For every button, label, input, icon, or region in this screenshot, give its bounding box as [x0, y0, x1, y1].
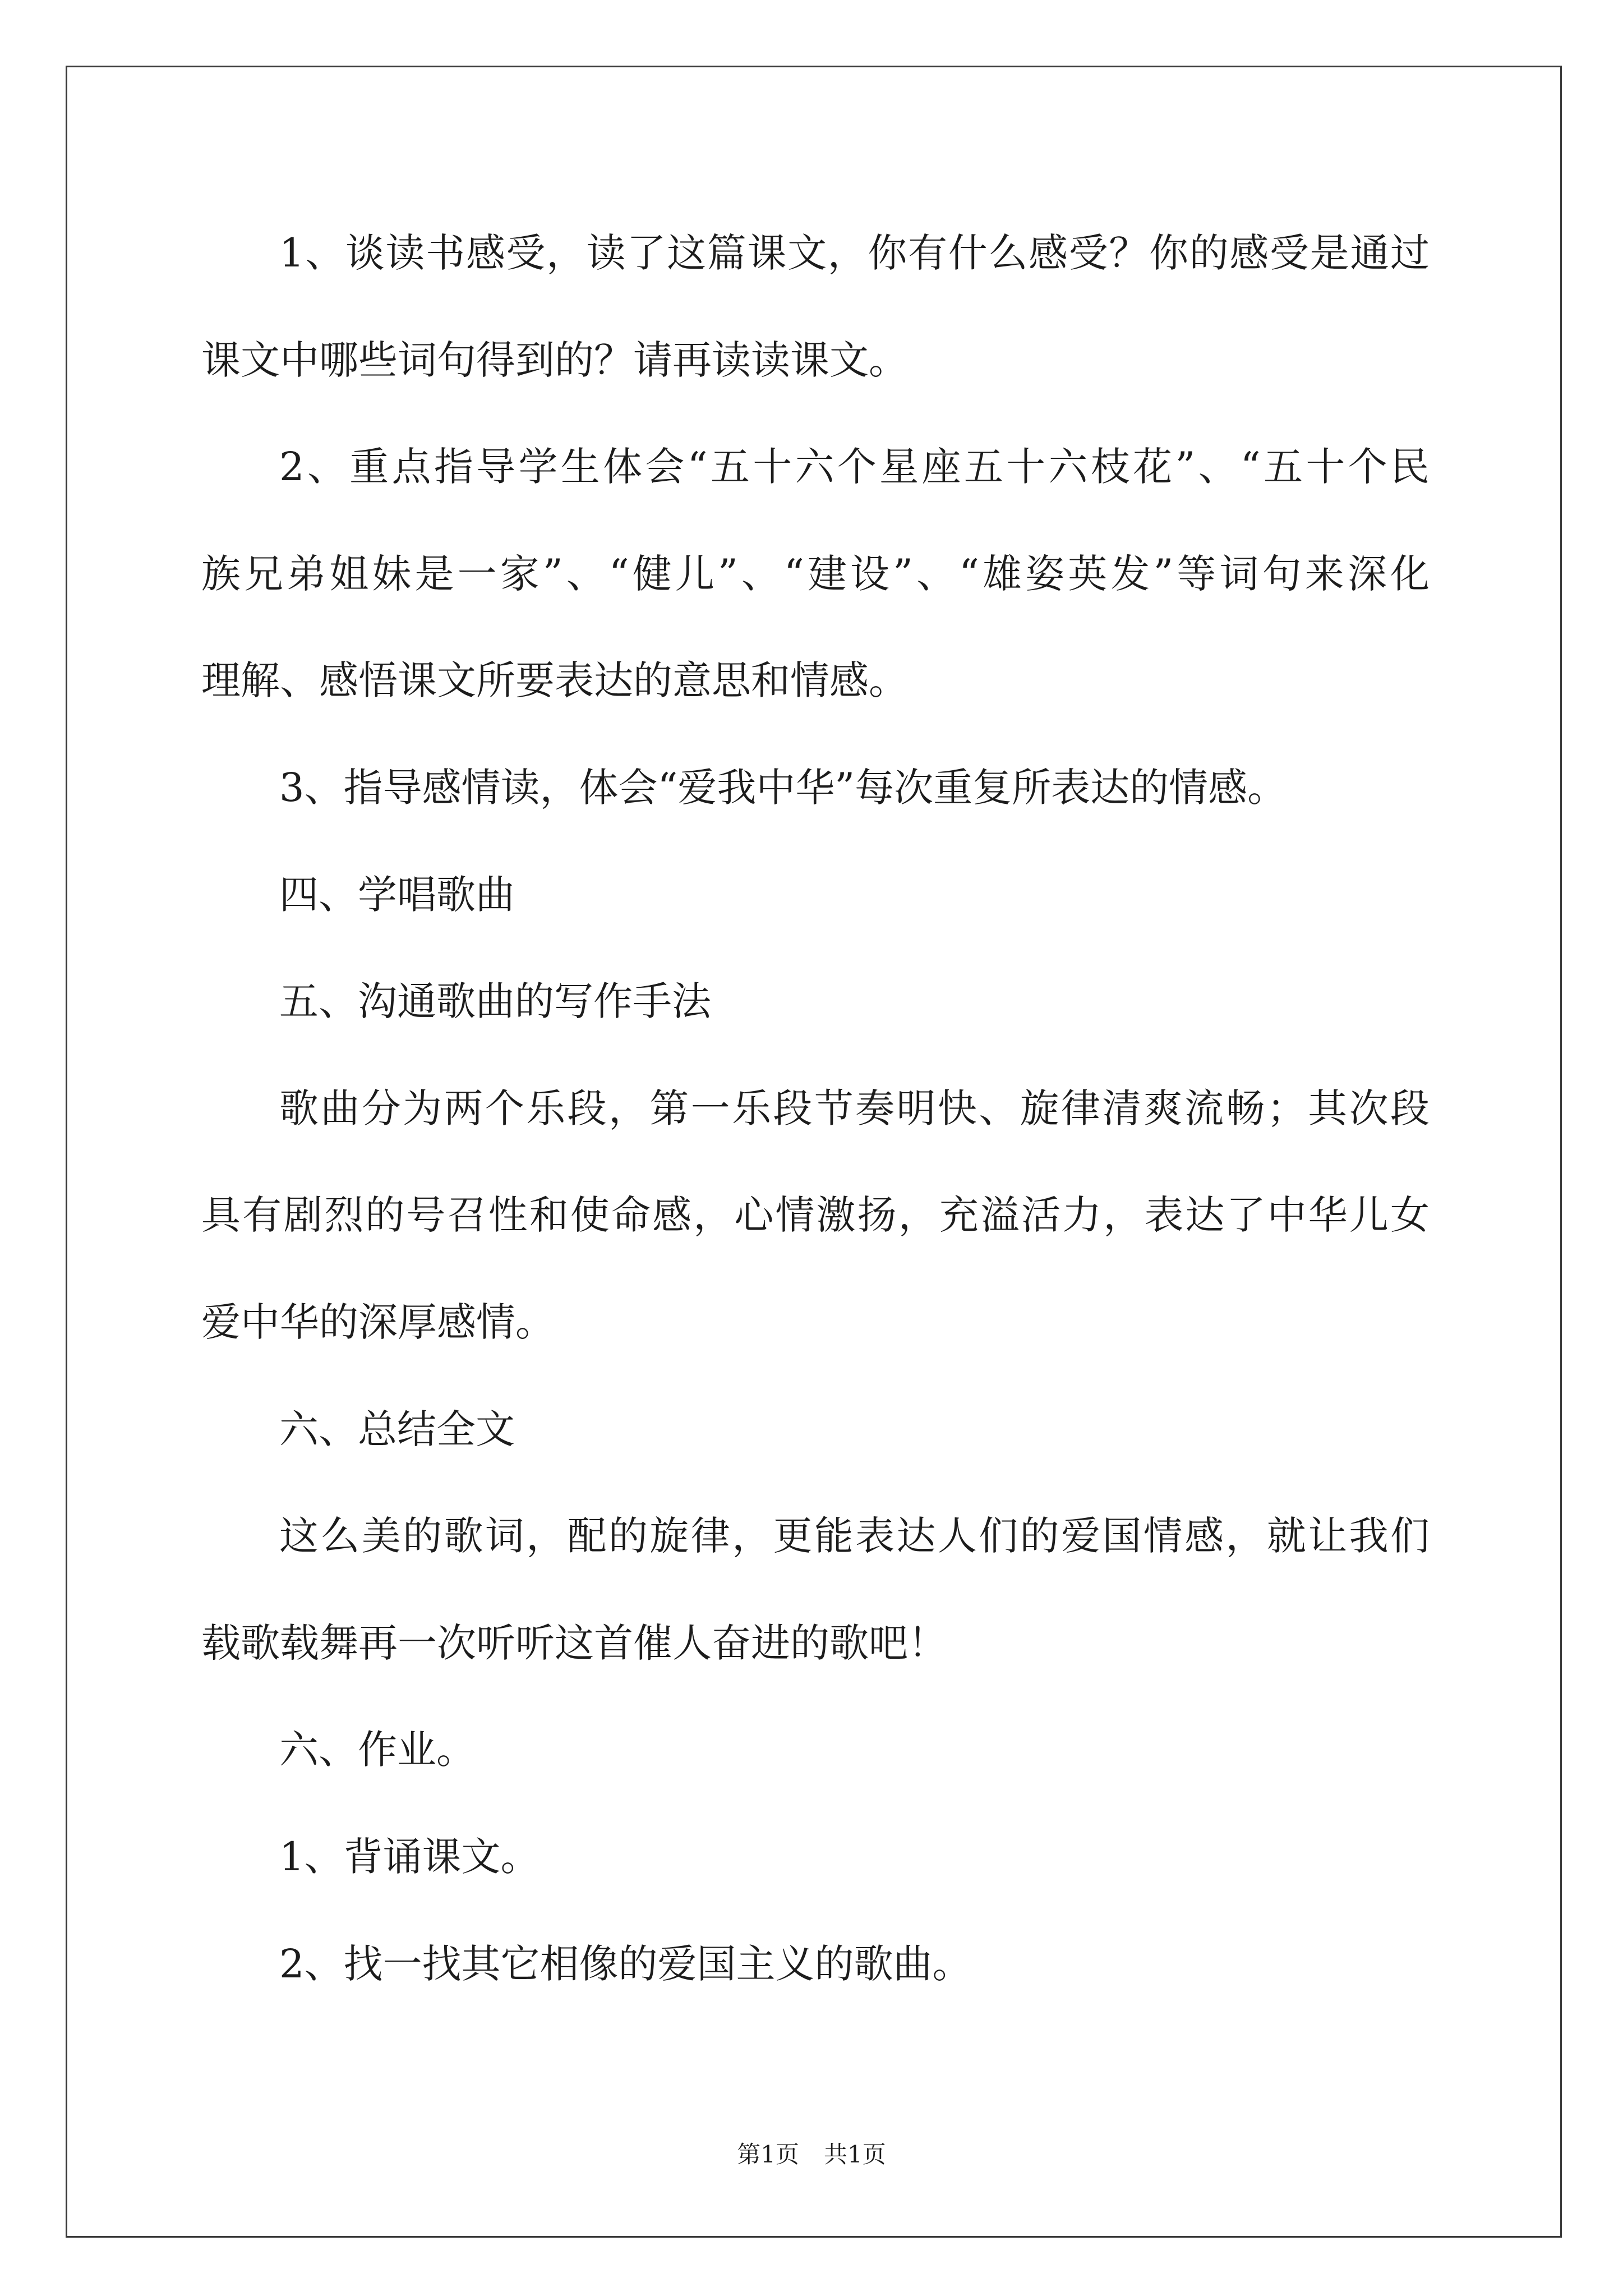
paragraph-line: 2、重点指导学生体会“五十六个星座五十六枝花”、“五十个民 [279, 444, 1430, 490]
paragraph-line: 1、谈读书感受，读了这篇课文，你有什么感受？你的感受是通过 [279, 230, 1430, 276]
paragraph-line: 1、背诵课文。 [279, 1834, 540, 1880]
paragraph-line: 四、学唱歌曲 [279, 872, 515, 918]
paragraph-line: 族兄弟姐妹是一家”、“健儿”、“建设”、“雄姿英发”等词句来深化 [201, 551, 1430, 597]
paragraph-line: 2、找一找其它相像的爱国主义的歌曲。 [279, 1941, 972, 1987]
paragraph-line: 理解、感悟课文所要表达的意思和情感。 [201, 657, 908, 703]
paragraph-line: 3、指导感情读，体会“爱我中华”每次重复所表达的情感。 [279, 765, 1287, 811]
paragraph-line: 载歌载舞再一次听听这首催人奋进的歌吧！ [201, 1620, 947, 1666]
paragraph-line: 歌曲分为两个乐段，第一乐段节奏明快、旋律清爽流畅；其次段 [279, 1085, 1430, 1131]
page-number-total: 共1页 [824, 2141, 886, 2168]
paragraph-line: 这么美的歌词，配的旋律，更能表达人们的爱国情感，就让我们 [279, 1513, 1430, 1559]
paragraph-line: 六、总结全文 [279, 1406, 515, 1452]
paragraph-line: 五、沟通歌曲的写作手法 [279, 978, 711, 1024]
paragraph-line: 爱中华的深厚感情。 [201, 1299, 555, 1345]
page-number-current: 第1页 [737, 2141, 799, 2168]
page-border [66, 66, 1562, 2238]
paragraph-line: 六、作业。 [279, 1727, 476, 1773]
paragraph-line: 课文中哪些词句得到的？请再读读课文。 [201, 337, 908, 383]
paragraph-line: 具有剧烈的号召性和使命感，心情激扬，充溢活力，表达了中华儿女 [201, 1192, 1430, 1238]
page-footer [0, 2138, 1623, 2171]
